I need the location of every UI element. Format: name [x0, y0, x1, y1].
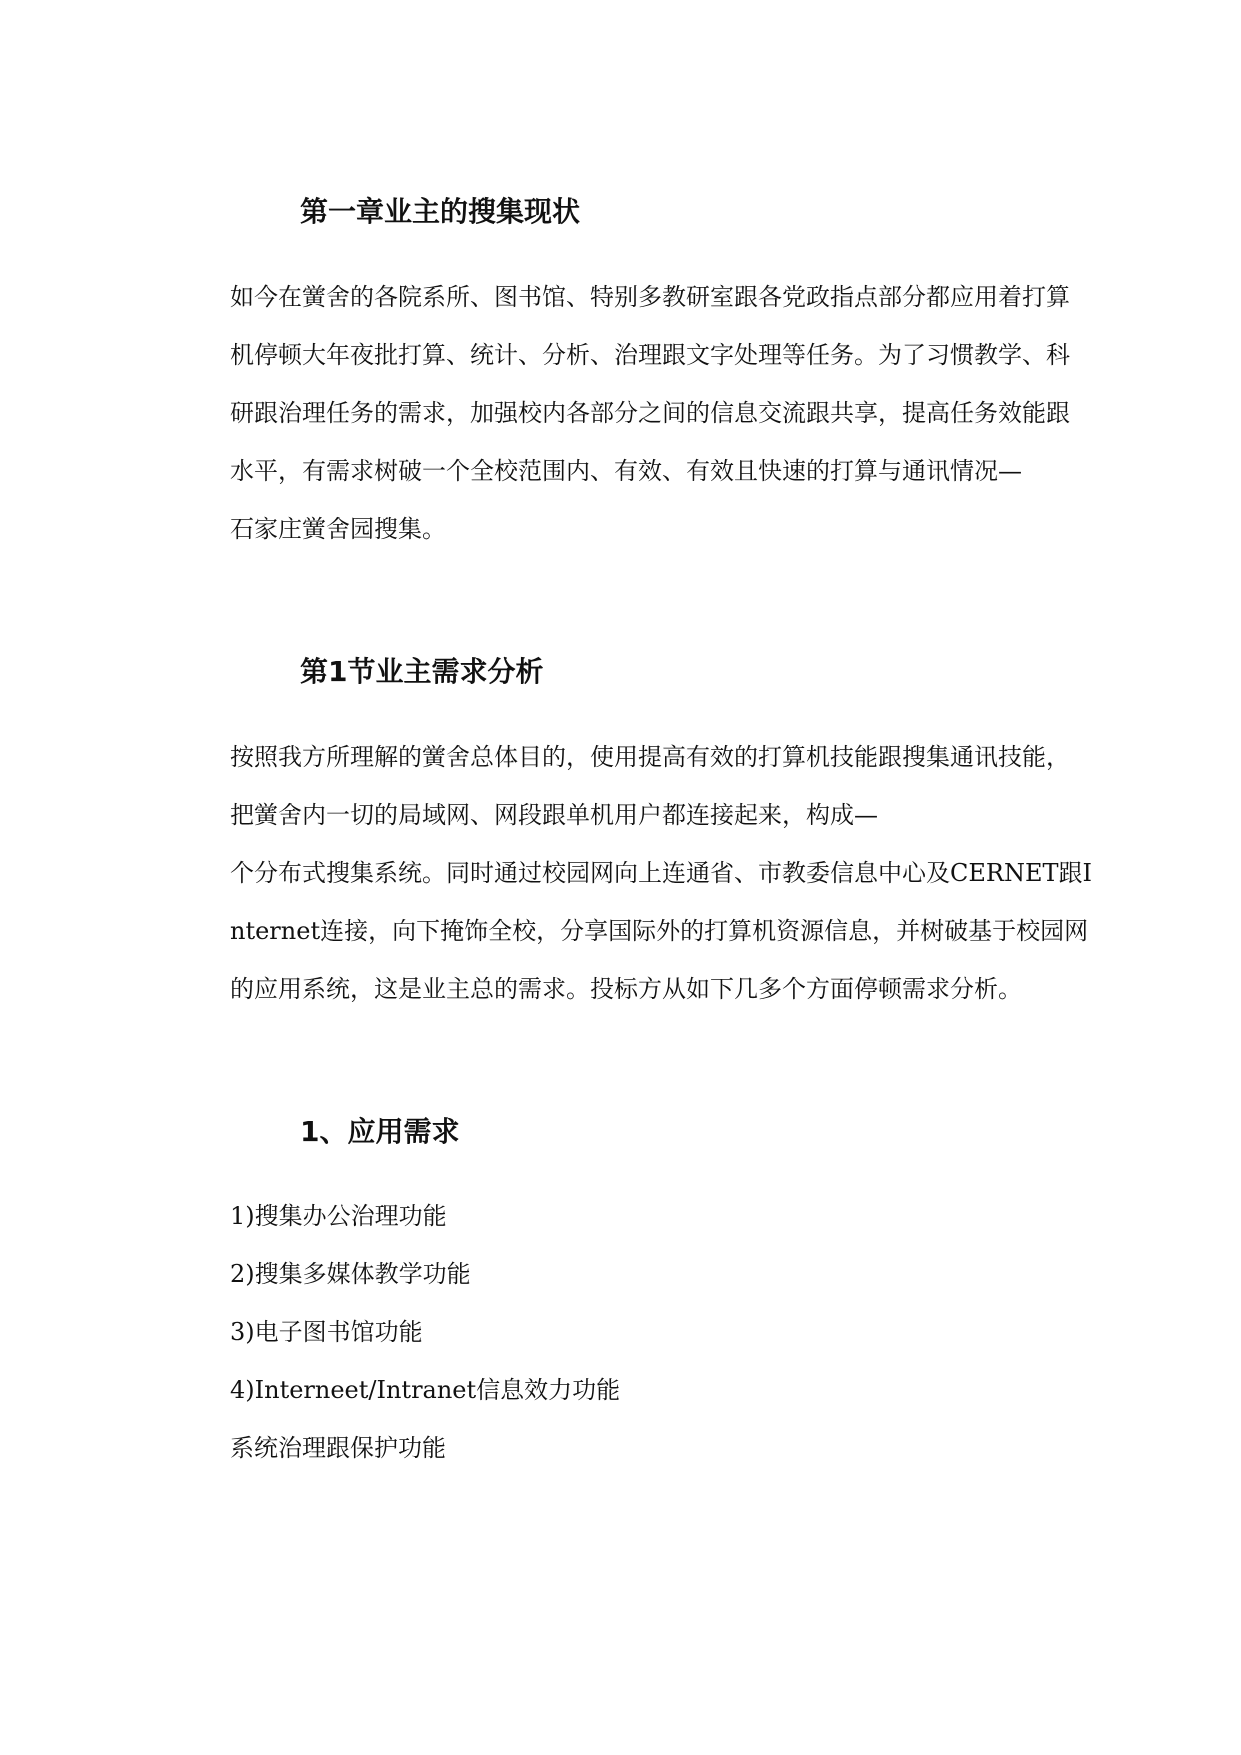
- paragraph-line: 的应用系统，这是业主总的需求。投标方从如下几多个方面停顿需求分析。: [230, 975, 1022, 1003]
- list-item: 2)搜集多媒体教学功能: [230, 1260, 471, 1288]
- requirements-list: [230, 1187, 620, 1477]
- paragraph-line: 水平，有需求树破一个全校范围内、有效、有效且快速的打算与通讯情况—: [230, 457, 1022, 485]
- paragraph-line: 个分布式搜集系统。同时通过校园网向上连通省、市教委信息中心及CERNET跟I: [230, 859, 1092, 887]
- paragraph-line: 把黉舍内一切的局域网、网段跟单机用户都连接起来，构成—: [230, 801, 878, 829]
- paragraph-line: 按照我方所理解的黉舍总体目的，使用提高有效的打算机技能跟搜集通讯技能，: [230, 743, 1070, 771]
- subsection-title: 1、应用需求: [300, 1115, 460, 1148]
- paragraph-line: 研跟治理任务的需求，加强校内各部分之间的信息交流跟共享，提高任务效能跟: [230, 399, 1070, 427]
- paragraph-line: 机停顿大年夜批打算、统计、分析、治理跟文字处理等任务。为了习惯教学、科: [230, 341, 1070, 369]
- list-item: 4)Interneet/Intranet信息效力功能: [230, 1376, 621, 1404]
- chapter-title: 第一章业主的搜集现状: [300, 195, 581, 228]
- requirements-paragraph: [230, 728, 1110, 1018]
- paragraph-line: 石家庄黉舍园搜集。: [230, 515, 446, 543]
- list-item: 3)电子图书馆功能: [230, 1318, 423, 1346]
- paragraph-line: 如今在黉舍的各院系所、图书馆、特别多教研室跟各党政指点部分都应用着打算: [230, 283, 1070, 311]
- intro-paragraph: [230, 268, 1110, 558]
- list-item: 系统治理跟保护功能: [230, 1434, 446, 1462]
- paragraph-line: nternet连接，向下掩饰全校，分享国际外的打算机资源信息，并树破基于校园网: [230, 917, 1089, 945]
- list-item: 1)搜集办公治理功能: [230, 1202, 447, 1230]
- section-title: 第1节业主需求分析: [300, 655, 544, 688]
